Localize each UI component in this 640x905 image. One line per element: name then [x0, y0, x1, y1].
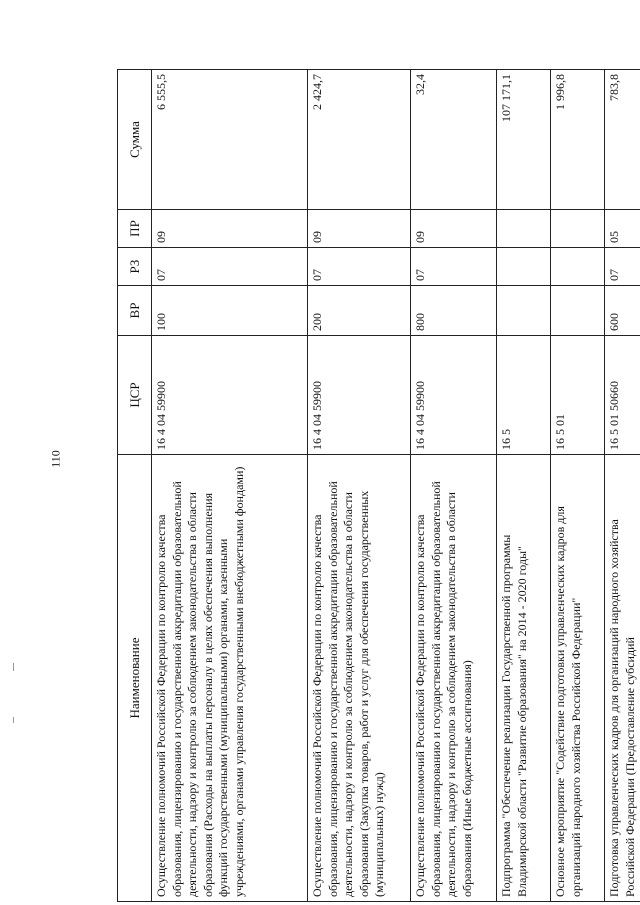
cell-sum: 2 424,7	[308, 70, 411, 210]
header-vr: ВР	[118, 286, 152, 336]
cell-csr: 16 4 04 59900	[411, 336, 497, 455]
cell-csr: 16 5 01 50660	[605, 336, 640, 455]
table-row	[551, 70, 605, 902]
header-sum: Сумма	[118, 70, 152, 210]
cell-name: Осуществление полномочий Российской Федерации по контролю качества образования, лицензированию и государственной аккредитации образовательной деятельности, надзору и контролю за соблюдением законодательства в области образования (Закупка товаров, работ и услуг для обеспечения государственных (муниципальных) нужд)	[308, 455, 411, 902]
cell-vr: 800	[411, 286, 497, 336]
cell-name: Осуществление полномочий Российской Федерации по контролю качества образования, лицензированию и государственной аккредитации образовательной деятельности, надзору и контролю за соблюдением законодательства в области образования (Иные бюджетные ассигнования)	[411, 455, 497, 902]
cell-rz: 07	[308, 248, 411, 286]
cell-csr: 16 5 01	[551, 336, 605, 455]
cell-sum: 6 555,5	[152, 70, 308, 210]
rotated-table-container	[117, 70, 637, 902]
page-number: 110	[48, 450, 63, 468]
cell-sum: 32,4	[411, 70, 497, 210]
table-row	[605, 70, 640, 902]
cell-name: Осуществление полномочий Российской Федерации по контролю качества образования, лицензированию и государственной аккредитации образовательной деятельности, надзору и контролю за соблюдением законодательства в области образования (Расходы на выплаты персоналу в целях обеспечения выполнения функций государственными (муниципальными) органами, казенными учреждениями, органами управления государственными внебюджетными фондами)	[152, 455, 308, 902]
cell-rz	[497, 248, 551, 286]
cell-csr: 16 4 04 59900	[152, 336, 308, 455]
cell-sum: 107 171,1	[497, 70, 551, 210]
budget-table	[117, 69, 640, 902]
table-row	[308, 70, 411, 902]
cell-name: Основное мероприятие "Содействие подготовки управленческих кадров для организаций народного хозяйства Российской Федерации"	[551, 455, 605, 902]
cell-pr: 09	[411, 210, 497, 248]
table-row	[152, 70, 308, 902]
cell-sum: 1 996,8	[551, 70, 605, 210]
table-row	[411, 70, 497, 902]
cell-rz: 07	[411, 248, 497, 286]
cell-pr: 05	[605, 210, 640, 248]
margin-mark	[13, 717, 14, 723]
cell-rz: 07	[605, 248, 640, 286]
cell-pr	[497, 210, 551, 248]
table-header-row	[118, 70, 152, 902]
header-csr: ЦСР	[118, 336, 152, 455]
cell-vr: 100	[152, 286, 308, 336]
cell-pr	[551, 210, 605, 248]
cell-rz: 07	[152, 248, 308, 286]
cell-vr	[551, 286, 605, 336]
cell-csr: 16 5	[497, 336, 551, 455]
cell-csr: 16 4 04 59900	[308, 336, 411, 455]
cell-name: Подготовка управленческих кадров для организаций народного хозяйства Российской Федерации (Предоставление субсидий	[605, 455, 640, 902]
cell-pr: 09	[308, 210, 411, 248]
header-rz: РЗ	[118, 248, 152, 286]
header-pr: ПР	[118, 210, 152, 248]
cell-rz	[551, 248, 605, 286]
cell-pr: 09	[152, 210, 308, 248]
cell-name: Подпрограмма "Обеспечение реализации Государственной программы Владимирской области "Развитие образования" на 2014 - 2020 годы"	[497, 455, 551, 902]
cell-vr: 200	[308, 286, 411, 336]
margin-mark	[13, 663, 14, 671]
table-row	[497, 70, 551, 902]
cell-vr	[497, 286, 551, 336]
header-name: Наименование	[118, 455, 152, 902]
cell-vr: 600	[605, 286, 640, 336]
cell-sum: 783,8	[605, 70, 640, 210]
